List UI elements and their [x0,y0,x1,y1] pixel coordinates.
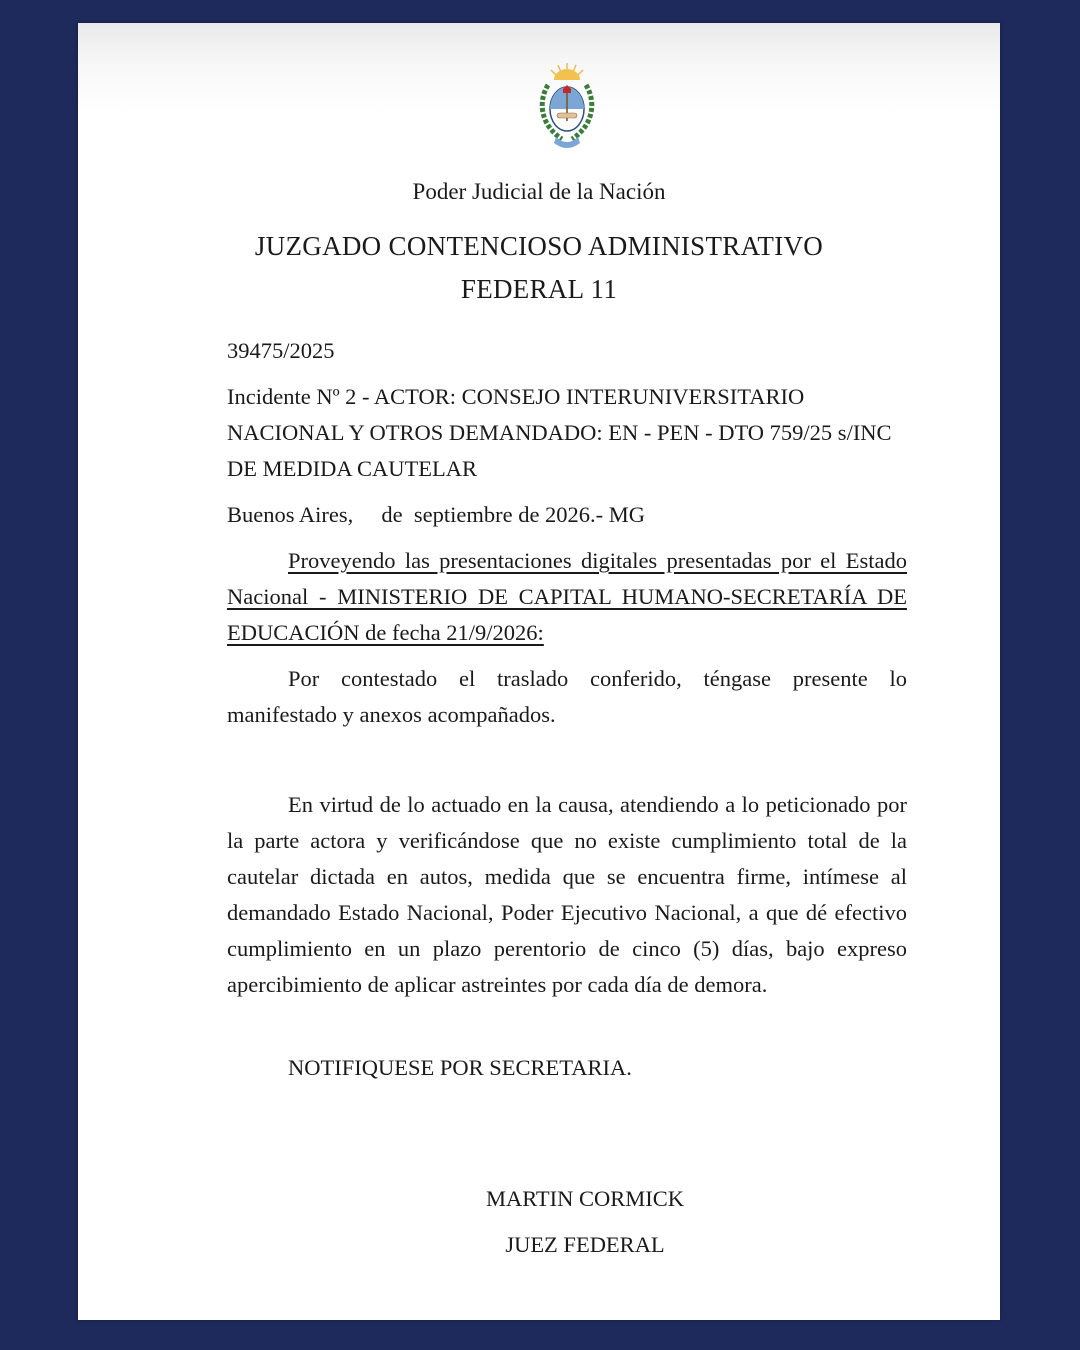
proveyendo-paragraph [227,543,907,651]
poder-judicial-header: Poder Judicial de la Nación [412,179,666,204]
juzgado-title-line1: JUZGADO CONTENCIOSO ADMINISTRATIVO [254,231,824,261]
paragraph-contestado-text: Por contestado el traslado conferido, téngase presente lo manifestado y anexos acompañados. [227,666,907,727]
paragraph-intimacion-text: En virtud de lo actuado en la causa, atendiendo a lo peticionado por la parte actora y verificándose que no existe cumplimiento total de la cautelar dictada en autos, medida que se encuentra firme, intímese al demandado Estado Nacional, Poder Ejecutivo Nacional, a que dé efectivo cumplimiento en un plazo perentorio de cinco (5) días, bajo expreso apercibimiento de aplicar astreintes por cada día de demora. [227,792,907,997]
juzgado-title-line2: FEDERAL 11 [460,274,618,304]
paragraph-intimacion [227,787,907,1003]
expediente-number: 39475/2025 [227,338,335,363]
signature-title: JUEZ FEDERAL [505,1232,665,1257]
expediente-caratula: Incidente Nº 2 - ACTOR: CONSEJO INTERUNIVERSITARIO NACIONAL Y OTROS DEMANDADO: EN - PEN - DTO 759/25 s/INC DE MEDIDA CAUTELAR [227,384,892,481]
notificacion-text: NOTIFIQUESE POR SECRETARIA. [288,1055,632,1080]
document-page [78,23,1000,1320]
proveyendo-text: Proveyendo las presentaciones digitales presentadas por el Estado Nacional - MINISTERIO DE CAPITAL HUMANO-SECRETARÍA DE EDUCACIÓN de fecha 21/9/2026: [227,548,907,645]
signature-name: MARTIN CORMICK [485,1186,685,1211]
juzgado-title [78,225,1000,311]
notificacion-line [227,1050,907,1086]
fecha-line: Buenos Aires, de septiembre de 2026.- MG [227,502,646,527]
escudo-nacional-icon [534,61,600,153]
paragraph-contestado [227,661,907,733]
